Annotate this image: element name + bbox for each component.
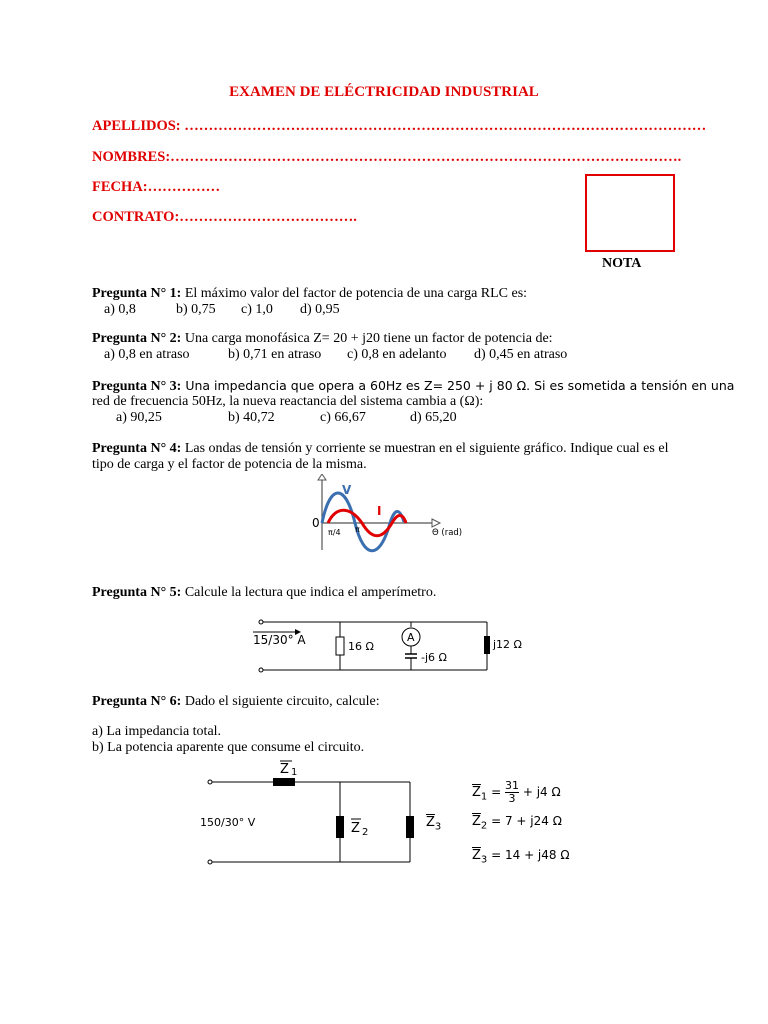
question-2-label: Pregunta N° 2: [92, 331, 182, 346]
q3-option-b: b) 40,72 [228, 410, 275, 425]
x-axis-label: Θ (rad) [432, 528, 463, 538]
waveform-graph [300, 474, 470, 554]
question-3-label: Pregunta N° 3: [92, 379, 182, 394]
question-4-text-a: Las ondas de tensión y corriente se muestran en el siguiente gráfico. Indique cual es el [181, 441, 669, 456]
capacitor-label: -j6 Ω [421, 651, 447, 664]
z2-value: $\overline{Z}_2 = 7 + j24$ Ω [472, 814, 562, 832]
question-5-text: Calcule la lectura que indica el amperímetro. [181, 585, 437, 600]
question-4 [92, 441, 692, 457]
z2-sub: 2 [362, 827, 369, 838]
source-label: 150/30° V [200, 816, 256, 829]
q2-option-d: d) 0,45 en atraso [474, 347, 568, 362]
q1-option-d: d) 0,95 [300, 302, 340, 317]
exam-title: EXAMEN DE ELÉCTRICIDAD INDUSTRIAL [229, 84, 539, 100]
question-6-label: Pregunta N° 6: [92, 694, 182, 709]
z2-label: Z [351, 821, 360, 836]
inductor-label: j12 Ω [493, 638, 522, 651]
x-axis-arrow-icon [432, 519, 440, 527]
z2-impedance-icon [336, 816, 344, 838]
question-1-text: El máximo valor del factor de potencia de una carga RLC es: [181, 286, 528, 301]
graph-origin-label: 0 [312, 516, 320, 530]
question-3-text-b: red de frecuencia 50Hz, la nueva reactancia del sistema cambia a (Ω): [92, 394, 484, 409]
voltage-label: V [342, 483, 352, 497]
ammeter-label: A [407, 631, 415, 644]
question-4-text-b: tipo de carga y el factor de potencia de la misma. [92, 457, 367, 472]
z1-impedance-icon [273, 778, 295, 786]
y-axis-arrow-icon [318, 474, 326, 480]
question-6-item-a: a) La impedancia total. [92, 724, 222, 739]
q3-option-c: c) 66,67 [320, 410, 366, 425]
question-5 [92, 585, 692, 601]
question-3-text-a: Una impedancia que opera a 60Hz es Z= 250 + j 80 Ω. Si es sometida a tensión en una [181, 378, 735, 393]
question-5-label: Pregunta N° 5: [92, 585, 182, 600]
grade-box [585, 174, 675, 252]
tick-pi: π [355, 525, 360, 534]
question-6-item-b: b) La potencia aparente que consume el circuito. [92, 740, 365, 755]
z3-impedance-icon [406, 816, 414, 838]
question-1-label: Pregunta N° 1: [92, 286, 182, 301]
q2-option-b: b) 0,71 en atraso [228, 347, 322, 362]
tick-pi-4: π/4 [328, 528, 341, 537]
terminal-icon [208, 780, 212, 784]
z1-value: $\overline{Z}_1$ = $\frac{31}{3}$ + j4 Ω [472, 779, 561, 805]
question-3 [92, 378, 735, 395]
terminal-icon [259, 620, 263, 624]
resistor-label: 16 Ω [348, 640, 374, 653]
q2-option-a: a) 0,8 en atraso [104, 347, 190, 362]
source-label: 15/30° A [253, 633, 306, 647]
nombres-field: NOMBRES:……………………………………………………………………………………………. [92, 149, 682, 165]
z1-sub: 1 [291, 767, 298, 778]
inductor-icon [484, 636, 490, 654]
fecha-field: FECHA:…………… [92, 179, 221, 195]
question-4-label: Pregunta N° 4: [92, 441, 182, 456]
apellidos-field: APELLIDOS: ……………………………………………………………………………………………… [92, 118, 707, 134]
z3-value: $\overline{Z}_3 = 14 + j48$ Ω [472, 848, 570, 866]
circuit-q5 [245, 612, 535, 682]
question-2 [92, 331, 692, 347]
z1-label: Z [280, 762, 289, 777]
q1-option-a: a) 0,8 [104, 302, 136, 317]
question-6-text: Dado el siguiente circuito, calcule: [181, 694, 380, 709]
resistor-icon [336, 637, 344, 655]
q1-option-b: b) 0,75 [176, 302, 216, 317]
question-2-text: Una carga monofásica Z= 20 + j20 tiene un factor de potencia de: [181, 331, 553, 346]
terminal-icon [208, 860, 212, 864]
contrato-field: CONTRATO:………………………………. [92, 209, 357, 225]
question-6 [92, 694, 692, 710]
q3-option-a: a) 90,25 [116, 410, 162, 425]
question-1 [92, 286, 692, 302]
nota-label: NOTA [602, 256, 642, 271]
q2-option-c: c) 0,8 en adelanto [347, 347, 447, 362]
z1-fraction: $\frac{31}{3}$ [505, 779, 519, 805]
q3-option-d: d) 65,20 [410, 410, 457, 425]
circuit-q6 [195, 755, 425, 870]
terminal-icon [259, 668, 263, 672]
z3-label: $\overline{Z}_3$ [426, 815, 442, 833]
current-label: I [377, 504, 382, 518]
q1-option-c: c) 1,0 [241, 302, 273, 317]
